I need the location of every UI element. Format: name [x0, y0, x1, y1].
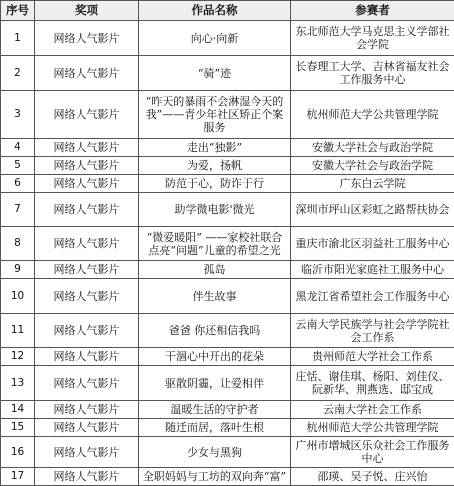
cell-title: 全职妈妈与工坊的双向奔“富”: [139, 468, 291, 486]
header-award: 奖项: [35, 1, 139, 21]
cell-entrant: 黑龙江省希望社会工作服务中心: [291, 279, 454, 314]
table-row: [1, 419, 454, 437]
cell-entrant: 安徽大学社会与政治学院: [291, 139, 454, 157]
cell-title: “骑”迹: [139, 56, 291, 91]
table-row: [1, 366, 454, 401]
cell-award: 网络人气影片: [35, 175, 139, 193]
cell-title: 孤岛: [139, 261, 291, 279]
header-row: [1, 1, 454, 21]
cell-no: 2: [1, 56, 35, 91]
cell-entrant: 重庆市渝北区羽益社工服务中心: [291, 227, 454, 261]
cell-entrant: 东北师范大学马克思主义学部社会学院: [291, 21, 454, 56]
table-row: [1, 227, 454, 261]
cell-no: 4: [1, 139, 35, 157]
cell-no: 8: [1, 227, 35, 261]
table-row: [1, 21, 454, 56]
cell-entrant: 云南大学民族学与社会学学院社会工作系: [291, 314, 454, 348]
cell-title: 爸爸 你还相信我吗: [139, 314, 291, 348]
cell-entrant: 临沂市阳光家庭社工服务中心: [291, 261, 454, 279]
cell-entrant: 安徽大学社会与政治学院: [291, 157, 454, 175]
cell-title: 助学微电影'微光: [139, 193, 291, 227]
header-no: 序号: [1, 1, 35, 21]
cell-title: 干涸心中开出的花朵: [139, 348, 291, 366]
cell-award: 网络人气影片: [35, 56, 139, 91]
cell-award: 网络人气影片: [35, 193, 139, 227]
table-row: [1, 56, 454, 91]
cell-title: 少女与黑狗: [139, 437, 291, 468]
cell-no: 11: [1, 314, 35, 348]
header-entrant: 参赛者: [291, 1, 454, 21]
cell-no: 12: [1, 348, 35, 366]
cell-title: “微爱暖阳” ——家校社联合点亮“问题”儿童的希望之光: [139, 227, 291, 261]
table-row: [1, 175, 454, 193]
cell-award: 网络人气影片: [35, 139, 139, 157]
table-row: [1, 279, 454, 314]
cell-award: 网络人气影片: [35, 348, 139, 366]
table-row: [1, 401, 454, 419]
table-row: [1, 91, 454, 139]
cell-award: 网络人气影片: [35, 419, 139, 437]
table-row: [1, 314, 454, 348]
table-row: [1, 468, 454, 486]
cell-award: 网络人气影片: [35, 261, 139, 279]
cell-title: 防范于心，防诈于行: [139, 175, 291, 193]
header-title: 作品名称: [139, 1, 291, 21]
cell-no: 5: [1, 157, 35, 175]
cell-title: 温暖生活的守护者: [139, 401, 291, 419]
table-row: [1, 348, 454, 366]
cell-award: 网络人气影片: [35, 157, 139, 175]
cell-title: 向心·向新: [139, 21, 291, 56]
cell-title: 为爱，扬帆: [139, 157, 291, 175]
cell-award: 网络人气影片: [35, 314, 139, 348]
cell-no: 14: [1, 401, 35, 419]
cell-entrant: 庄恬、谢佳琪、杨阳、刘佳仪、阮新华、荆燕选、邸宝成: [291, 366, 454, 401]
table-row: [1, 261, 454, 279]
cell-no: 16: [1, 437, 35, 468]
cell-award: 网络人气影片: [35, 21, 139, 56]
table-row: [1, 157, 454, 175]
table-body: [1, 21, 454, 486]
table-row: [1, 139, 454, 157]
cell-entrant: 广州市增城区乐众社会工作服务中心: [291, 437, 454, 468]
cell-entrant: 杭州师范大学公共管理学院: [291, 91, 454, 139]
cell-entrant: 广东白云学院: [291, 175, 454, 193]
cell-entrant: 云南大学社会工作系: [291, 401, 454, 419]
cell-entrant: 邵瑛、吴子悦、庄兴怡: [291, 468, 454, 486]
cell-title: “昨天的暴雨不会淋湿今天的我”——青少年社区矫正个案服务: [139, 91, 291, 139]
cell-entrant: 深圳市坪山区彩虹之路帮扶协会: [291, 193, 454, 227]
cell-title: 驱散阴霾，让爱相伴: [139, 366, 291, 401]
cell-no: 10: [1, 279, 35, 314]
table-row: [1, 193, 454, 227]
cell-no: 1: [1, 21, 35, 56]
cell-entrant: 长春理工大学、吉林省福友社会工作服务中心: [291, 56, 454, 91]
cell-no: 6: [1, 175, 35, 193]
cell-entrant: 杭州师范大学公共管理学院: [291, 419, 454, 437]
cell-award: 网络人气影片: [35, 468, 139, 486]
cell-entrant: 贵州师范大学社会工作系: [291, 348, 454, 366]
cell-no: 9: [1, 261, 35, 279]
cell-no: 7: [1, 193, 35, 227]
cell-award: 网络人气影片: [35, 401, 139, 419]
cell-award: 网络人气影片: [35, 366, 139, 401]
cell-title: 伴生故事: [139, 279, 291, 314]
cell-title: 走出“独影”: [139, 139, 291, 157]
cell-no: 15: [1, 419, 35, 437]
cell-award: 网络人气影片: [35, 279, 139, 314]
cell-award: 网络人气影片: [35, 91, 139, 139]
cell-no: 17: [1, 468, 35, 486]
cell-award: 网络人气影片: [35, 227, 139, 261]
cell-no: 3: [1, 91, 35, 139]
cell-award: 网络人气影片: [35, 437, 139, 468]
table-row: [1, 437, 454, 468]
cell-title: 随迁而居，落叶生根: [139, 419, 291, 437]
cell-no: 13: [1, 366, 35, 401]
